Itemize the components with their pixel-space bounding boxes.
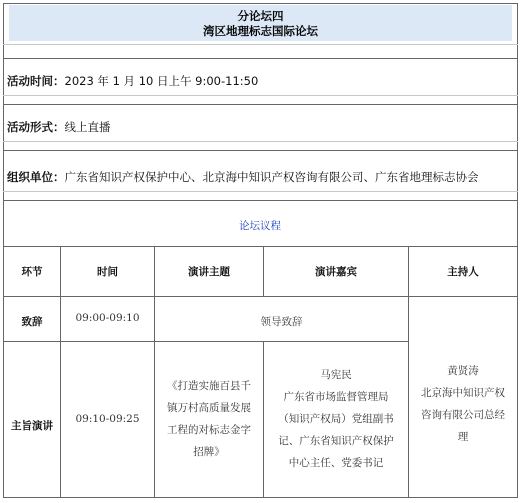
row2-speaker xyxy=(264,344,408,494)
divider xyxy=(3,104,518,105)
forum-name-title: 湾区地理标志国际论坛 xyxy=(203,24,318,38)
row2-speaker-line: （知识产权局）党组副书 xyxy=(278,413,394,425)
frame-top xyxy=(3,3,518,4)
organizer-row xyxy=(7,169,479,185)
divider xyxy=(3,341,408,342)
row2-topic-line: 镇万村高质量发展 xyxy=(167,402,251,414)
row2-topic-line: 《打造实施百县千 xyxy=(167,380,251,392)
guide xyxy=(3,44,518,45)
row2-speaker-line: 中心主任、党委书记 xyxy=(288,457,384,469)
row1-topic: 领导致辞 xyxy=(260,316,303,328)
row2-speaker-name: 马宪民 xyxy=(320,369,352,381)
row2-segment: 主旨演讲 xyxy=(11,420,53,432)
organizer-label: 组织单位： xyxy=(7,170,65,184)
host-title-line: 理 xyxy=(457,431,469,443)
frame-bottom xyxy=(3,497,518,498)
divider xyxy=(3,150,518,151)
guide xyxy=(3,95,518,96)
row2-topic xyxy=(155,364,263,474)
activity-format-label: 活动形式： xyxy=(7,120,65,134)
row2-speaker-line: 广东省市场监督管理局 xyxy=(283,391,389,403)
row2-topic-line: 招牌》 xyxy=(193,446,225,458)
divider xyxy=(3,296,518,297)
forum-number-title: 分论坛四 xyxy=(237,9,284,23)
row1-segment: 致辞 xyxy=(21,316,43,328)
activity-time-label: 活动时间： xyxy=(7,74,65,88)
divider xyxy=(3,246,518,247)
col-divider xyxy=(60,246,61,497)
guide xyxy=(3,191,518,192)
divider xyxy=(3,58,518,59)
host-cell xyxy=(409,344,517,464)
activity-time-row xyxy=(7,73,258,89)
host-title-line: 北京海中知识产权 xyxy=(421,387,505,399)
agenda-title: 论坛议程 xyxy=(239,220,281,232)
col-header-topic: 演讲主题 xyxy=(188,266,230,278)
col-header-segment: 环节 xyxy=(21,266,43,278)
col-header-speaker: 演讲嘉宾 xyxy=(315,266,357,278)
activity-time-value: 2023 年 1 月 10 日上午 9:00-11:50 xyxy=(64,74,259,88)
organizer-value: 广东省知识产权保护中心、北京海中知识产权咨询有限公司、广东省地理标志协会 xyxy=(64,170,479,184)
divider xyxy=(3,200,518,201)
guide xyxy=(3,141,518,142)
activity-format-value: 线上直播 xyxy=(64,120,111,134)
col-header-host: 主持人 xyxy=(447,266,479,278)
col-header-time: 时间 xyxy=(97,266,118,278)
row2-time: 09:10-09:25 xyxy=(75,413,140,425)
row2-topic-line: 工程的对标志金字 xyxy=(167,424,251,436)
host-title-line: 咨询有限公司总经 xyxy=(421,409,505,421)
row2-speaker-line: 记、广东省知识产权保护 xyxy=(278,435,394,447)
host-name: 黄贤涛 xyxy=(447,365,479,377)
frame-right xyxy=(517,3,518,498)
activity-format-row xyxy=(7,119,111,135)
row1-time: 09:00-09:10 xyxy=(75,312,140,324)
